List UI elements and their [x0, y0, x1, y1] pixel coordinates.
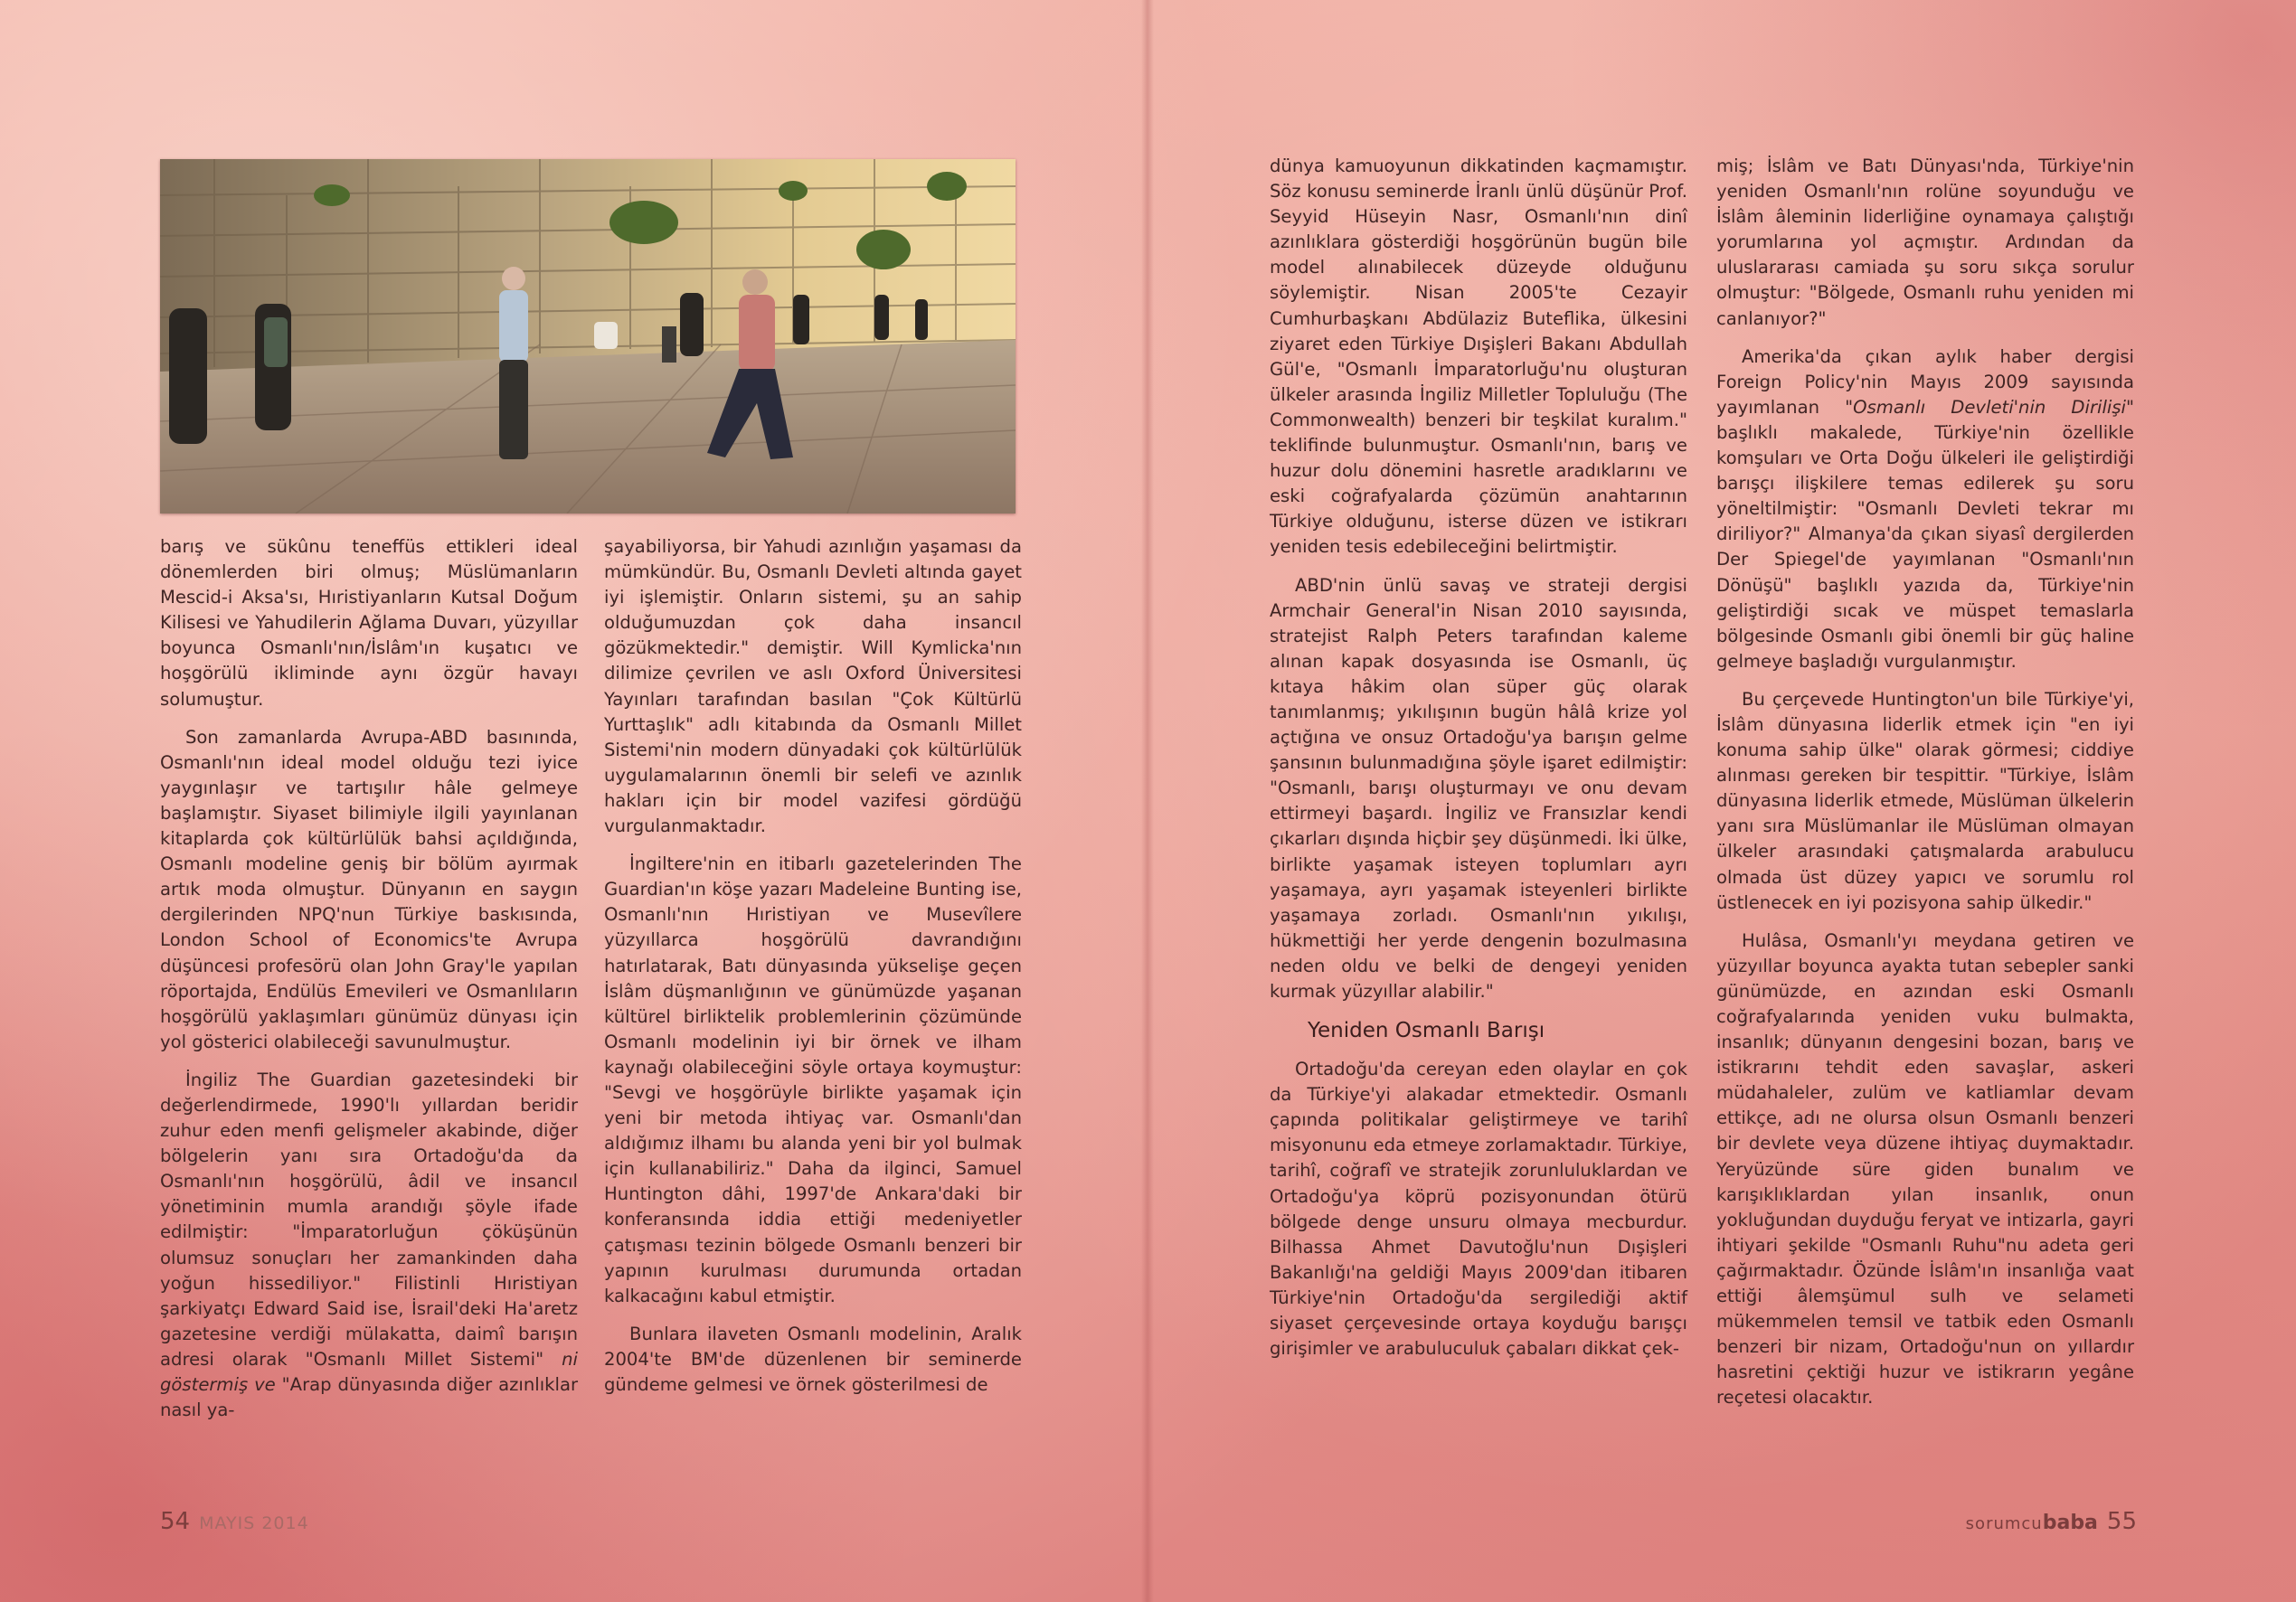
magazine-brand-part2: baba [2042, 1512, 2098, 1534]
paragraph: şayabiliyorsa, bir Yahudi azınlığın yaşaması da mümkündür. Bu, Osmanlı Devleti altında gayet iyi işlemiştir. Onların sistemi, şu an sahip olduğumuzdan çok daha insancıl gözükmektedir." demiştir. Will Kymlicka'nın dilimize çevrilen ve aslı Oxford Üniversitesi Yayınları tarafından basılan "Çok Kültürlü Yurttaşlık" adlı kitabında da Osmanlı Millet Sistemi'nin modern dünyadaki çok kültürlülük uygulamalarının önemli bir selefi ve azınlık hakları için bir model vazifesi gördüğü vurgulanmaktadır. [604, 536, 1022, 837]
page-number: 55 [2106, 1508, 2137, 1535]
italic-text: ni göstermiş ve [160, 1348, 578, 1395]
paragraph-text: Amerika'da çıkan aylık haber dergisi Foreign Policy'nin Mayıs 2009 sayısında yayımlanan [1716, 345, 2134, 418]
page-number: 54 [160, 1508, 191, 1535]
paragraph: barış ve sükûnu teneffüs ettikleri ideal dönemlerden biri olmuş; Müslümanların Mescid-i Aksa'sı, Hıristiyanların Kutsal Doğum Kilisesi ve Yahudilerin Ağlama Duvarı, yüzyıllar boyunca Osmanlı'nın/İslâm'ın kuşatıcı ve hoşgörülü ikliminde aynı özgür havayı solumuştur. [160, 536, 578, 710]
magazine-brand-part1: sorumcu [1965, 1514, 2043, 1533]
paragraph: İngiltere'nin en itibarlı gazetelerinden The Guardian'ın köşe yazarı Madeleine Bunting ise, Osmanlı'nın Hıristiyan ve Musevîlere yüzyıllarca hoşgörülü davrandığını hatırlatarak, Batı dünyasında yükselişe geçen İslâm düşmanlığının ve günümüzde yaşanan kültürel birliktelik problemlerinin çözümünde Osmanlı modelinin iyi bir örnek ve ilham kaynağı olabileceğini söyle ortaya koymuştur: "Sevgi ve hoşgörüyle birlikte yaşamak için yeni bir metoda ihtiyaç var. Osmanlı'dan aldığımız ilhamı bu alanda yeni bir yol bulmak için kullanabiliriz." Daha da ilginci, Samuel Huntington dâhi, 1997'de Ankara'daki bir konferansında iddia ettiği medeniyetler çatışması tezinin bölgede Osmanlı benzeri bir yapının kurulması durumunda ortadan kalkacağını kabul etmiştir. [604, 853, 1022, 1306]
paragraph: Son zamanlarda Avrupa-ABD basınında, Osmanlı'nın ideal model olduğu tezi iyice yaygınlaşır ve tartışılır hâle gelmeye başlamıştır. Siyaset bilimiyle ilgili yayınlanan kitaplarda çok kültürlülük bahsi açıldığında, Osmanlı modeline geniş bir bölüm ayırmak artık moda olmuştur. Dünyanın en saygın dergilerinden NPQ'nun Türkiye baskısında, London School of Economics'te Avrupa düşüncesi profesörü olan John Gray'le yapılan röportajda, Endülüs Emevileri ve Osmanlıların hoşgörülü yaklaşımları günümüz dünyası için yol gösterici olabileceği savunulmuştur. [160, 726, 578, 1052]
paragraph: ABD'nin ünlü savaş ve strateji dergisi Armchair General'in Nisan 2010 sayısında, stratejist Ralph Peters tarafından kaleme alınan kapak dosyasında ise Osmanlı, üç kıtaya hâkim olan süper güç olarak tanımlanmış; yıkılışının bugün hâlâ krize yol açtığına ve onsuz Ortadoğu'ya barışın gelme şansının bulunmadığına şöyle işaret edilmiştir: "Osmanlı, barışı oluşturmayı ve onu devam ettirmeyi başardı. İngiliz ve Fransızlar kendi çıkarları dışında hiçbir şey düşünmedi. İki ülke, birlikte yaşamak isteyen toplumları ayrı yaşamaya, ayrı yaşamak isteyenleri birlikte yaşamaya zorladı. Osmanlı'nın yıkılışı, hükmettiği her yerde dengenin bozulmasına neden oldu ve belki de dengeyi yeniden kurmak yüzyıllar alabilir." [1270, 574, 1687, 1002]
section-heading: Yeniden Osmanlı Barışı [1308, 1019, 1545, 1043]
paragraph: Ortadoğu'da cereyan eden olaylar en çok da Türkiye'yi alakadar etmektedir. Osmanlı çapında politikalar geliştirmeye ve tarihî misyonunu eda etmeye zorlamaktadır. Türkiye, tarihî, coğrafî ve stratejik zorunluluklardan ve Ortadoğu'ya köprü pozisyonundan ötürü bölgede denge unsuru olmaya mecburdur. Bilhassa Ahmet Davutoğlu'nun Dışişleri Bakanlığı'na geldiği Mayıs 2009'dan itibaren Türkiye'nin Ortadoğu'da sergilediği aktif siyaset çerçevesinde ortaya koyduğu barışçı girişimler ve arabuluculuk çabaları dikkat çek- [1270, 1059, 1687, 1360]
left-page-column-1 [160, 534, 578, 1436]
right-folio [1966, 1508, 2137, 1535]
right-page-column-2 [1716, 154, 2134, 1424]
paragraph: Bunlara ilaveten Osmanlı modelinin, Aralık 2004'te BM'de düzenlenen bir seminerde gündeme gelmesi ve örnek gösterilmesi de [604, 1323, 1022, 1395]
paragraph-text: İngiliz The Guardian gazetesindeki bir değerlendirmede, 1990'lı yıllardan beridir zuhur eden menfi gelişmeler akabinde, diğer bölgelerin yanı sıra Ortadoğu'da da Osmanlı'nın hoşgörülü, âdil ve insancıl yönetiminin mumla arandığı şöyle ifade edilmiştir: "İmparatorluğun çöküşünün olumsuz sonuçları her zamankinden daha yoğun hissediliyor." Filistinli Hıristiyan şarkiyatçı Edward Said ise, İsrail'deki Ha'aretz gazetesine verdiği mülakatta, daimî barışın adresi olarak "Osmanlı Millet Sistemi" [160, 1069, 578, 1370]
right-page-column-1 [1270, 154, 1687, 1374]
paragraph [160, 1068, 578, 1423]
paragraph: Hulâsa, Osmanlı'yı meydana getiren ve yüzyıllar boyunca ayakta tutan sebepler sanki günümüzde, en azından eski Osmanlı coğrafyalarında yeniden vuku bulmakta, insanlık; dünyanın dengesini bozan, barış ve istikrarını tehdit eden savaşlar, askeri müdahaleler, zulüm ve katliamlar devam ettikçe, adı ne olursa olsun Osmanlı benzeri bir devlete veya düzene ihtiyaç duymaktadır. Yeryüzünde süre giden bunalım ve karışıklıklardan yılan insanlık, onun yokluğundan duyduğu feryat ve intizarla, gayri ihtiyari şekilde "Osmanlı Ruhu"nu adeta geri çağırmaktadır. Özünde İslâm'ın insanlığa vaat ettiği âlemşümul sulh ve selameti mükemmelen temsil ve tatbik eden Osmanlı benzeri bir nizam, Ortadoğu'nun on yıllardır hasretini çektiği huzur ve istikrarın yegâne reçetesi olacaktır. [1716, 929, 2134, 1409]
paragraph-text: "Arap dünyasında diğer azınlıklar nasıl ya- [160, 1374, 579, 1421]
page-gutter [1141, 0, 1154, 1602]
paragraph: dünya kamuoyunun dikkatinden kaçmamıştır. Söz konusu seminerde İranlı ünlü düşünür Prof. Seyyid Hüseyin Nasr, Osmanlı'nın dinî azınlıklara gösterdiği hoşgörünün bugün bile model alınabilecek düzeyde olduğunu söylemiştir. Nisan 2005'te Cezayir Cumhurbaşkanı Abdülaziz Buteflika, ülkesini ziyaret eden Türkiye Dışişleri Bakanı Abdullah Gül'e, "Osmanlı İmparatorluğu'nu oluşturan ülkeler arasında İngiliz Milletler Topluluğu (The Commonwealth) benzeri bir teşkilat kuralım." teklifinde bulunmuştur. Osmanlı'nın, barış ve huzur dolu dönemini hasretle aradıklarını ve eski coğrafyalarda çözümün anahtarının Türkiye olduğunu, isterse düzen ve istikrarı yeniden tesis edebileceğini belirtmiştir. [1270, 155, 1687, 558]
paragraph [1716, 344, 2134, 674]
western-wall-photo-art [160, 159, 1016, 514]
western-wall-photo [160, 159, 1016, 514]
italic-text: "Osmanlı Devleti'nin Dirilişi" [1845, 396, 2134, 418]
left-page-column-2 [604, 534, 1022, 1410]
paragraph: Bu çerçevede Huntington'un bile Türkiye'yi, İslâm dünyasına liderlik etmek için "en iyi konuma sahip ülke" olarak görmesi; ciddiye alınması gereken bir tespittir. "Türkiye, İslâm dünyasına liderlik etmede, Müslüman ülkelerin yanı sıra Müslümanlar ile Müslüman olmayan ülkeler arasındaki çatışmalarda arabulucu olmada üst düzey yapıcı ve sorumlu rol üstlenecek en iyi pozisyona sahip ülkedir." [1716, 688, 2134, 913]
left-folio [160, 1508, 309, 1535]
issue-date: MAYIS 2014 [199, 1513, 309, 1533]
paragraph-text: başlıklı makalede, Türkiye'nin özellikle komşuları ve Orta Doğu ülkeleri ile geliştirdiği barışçı ilişkilere temas edilerek şu soru yöneltilmiştir: "Osmanlı Devleti tekrar mı diriliyor?" Almanya'da çıkan siyasî dergilerden Der Spiegel'de yayımlanan "Osmanlı'nın Dönüşü" başlıklı yazıda da, Türkiye'nin geliştirdiği sıcak ve müspet temaslarla bölgesinde Osmanlı gibi önemli bir güç haline gelmeye başladığı vurgulanmıştır. [1716, 421, 2134, 672]
paragraph: miş; İslâm ve Batı Dünyası'nda, Türkiye'nin yeniden Osmanlı'nın rolüne soyunduğu ve İslâm âleminin liderliğine oynamaya çalıştığı yorumlarına yol açmıştır. Ardından da uluslararası camiada şu soru sıkça sorulur olmuştur: "Bölgede, Osmanlı ruhu yeniden mi canlanıyor?" [1716, 155, 2134, 329]
